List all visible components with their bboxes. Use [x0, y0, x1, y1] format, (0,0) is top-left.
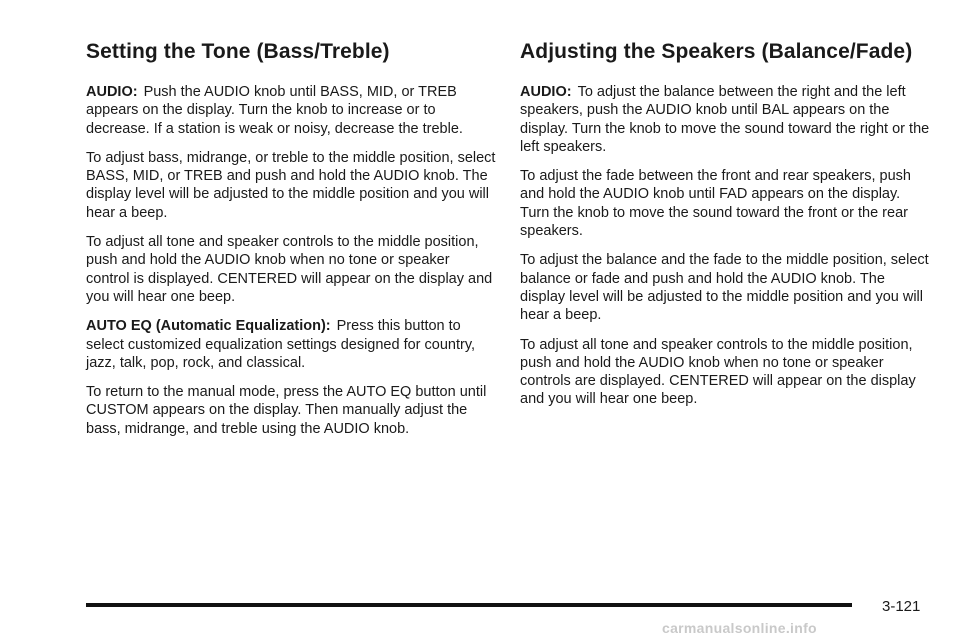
paragraph [86, 317, 496, 372]
left-column [86, 40, 496, 449]
paragraph: To return to the manual mode, press the AUTO EQ button until CUSTOM appears on the display. Then manually adjust the bass, midrange, and treble using the AUDIO knob. [86, 384, 487, 437]
paragraph-text: Press this button to select customized equalization settings designed for country, jazz, talk, pop, rock, and classical. [86, 318, 476, 371]
section-heading-tone: Setting the Tone (Bass/Treble) [86, 40, 390, 63]
section-heading-speakers: Adjusting the Speakers (Balance/Fade) [520, 40, 913, 63]
paragraph: To adjust all tone and speaker controls to the middle position, push and hold the AUDIO knob when no tone or speaker controls are displayed. CENTERED will appear on the display and you will hear one beep. [520, 336, 916, 408]
footer-rule [86, 603, 852, 607]
paragraph-lead: AUTO EQ (Automatic Equalization): [86, 318, 331, 335]
right-column [520, 40, 930, 420]
paragraph-text: Push the AUDIO knob until BASS, MID, or TREB appears on the display. Turn the knob to increase or to decrease. If a station is weak or noisy, decrease the treble. [86, 84, 463, 137]
paragraph-text: To adjust the balance between the right and the left speakers, push the AUDIO knob until BAL appears on the display. Turn the knob to move the sound toward the right or the left speakers. [520, 84, 930, 155]
paragraph-lead: AUDIO: [86, 84, 138, 100]
paragraph [86, 83, 496, 138]
paragraph: To adjust the fade between the front and rear speakers, push and hold the AUDIO knob until FAD appears on the display. Turn the knob to move the sound toward the front or the rear speakers. [520, 168, 911, 240]
paragraph: To adjust all tone and speaker controls to the middle position, push and hold the AUDIO knob when no tone or speaker control is displayed. CENTERED will appear on the display and you will hear one beep. [86, 234, 493, 305]
paragraph: To adjust the balance and the fade to the middle position, select balance or fade and push and hold the AUDIO knob. The display level will be adjusted to the middle position and you will hear a beep. [520, 252, 929, 324]
paragraph-lead: AUDIO: [520, 84, 572, 100]
page-number: 3-121 [882, 598, 921, 615]
watermark: carmanualsonline.info [662, 620, 817, 636]
paragraph: To adjust bass, midrange, or treble to the middle position, select BASS, MID, or TREB and push and hold the AUDIO knob. The display level will be adjusted to the middle position and you will hear a beep. [86, 149, 496, 221]
paragraph [520, 83, 930, 156]
